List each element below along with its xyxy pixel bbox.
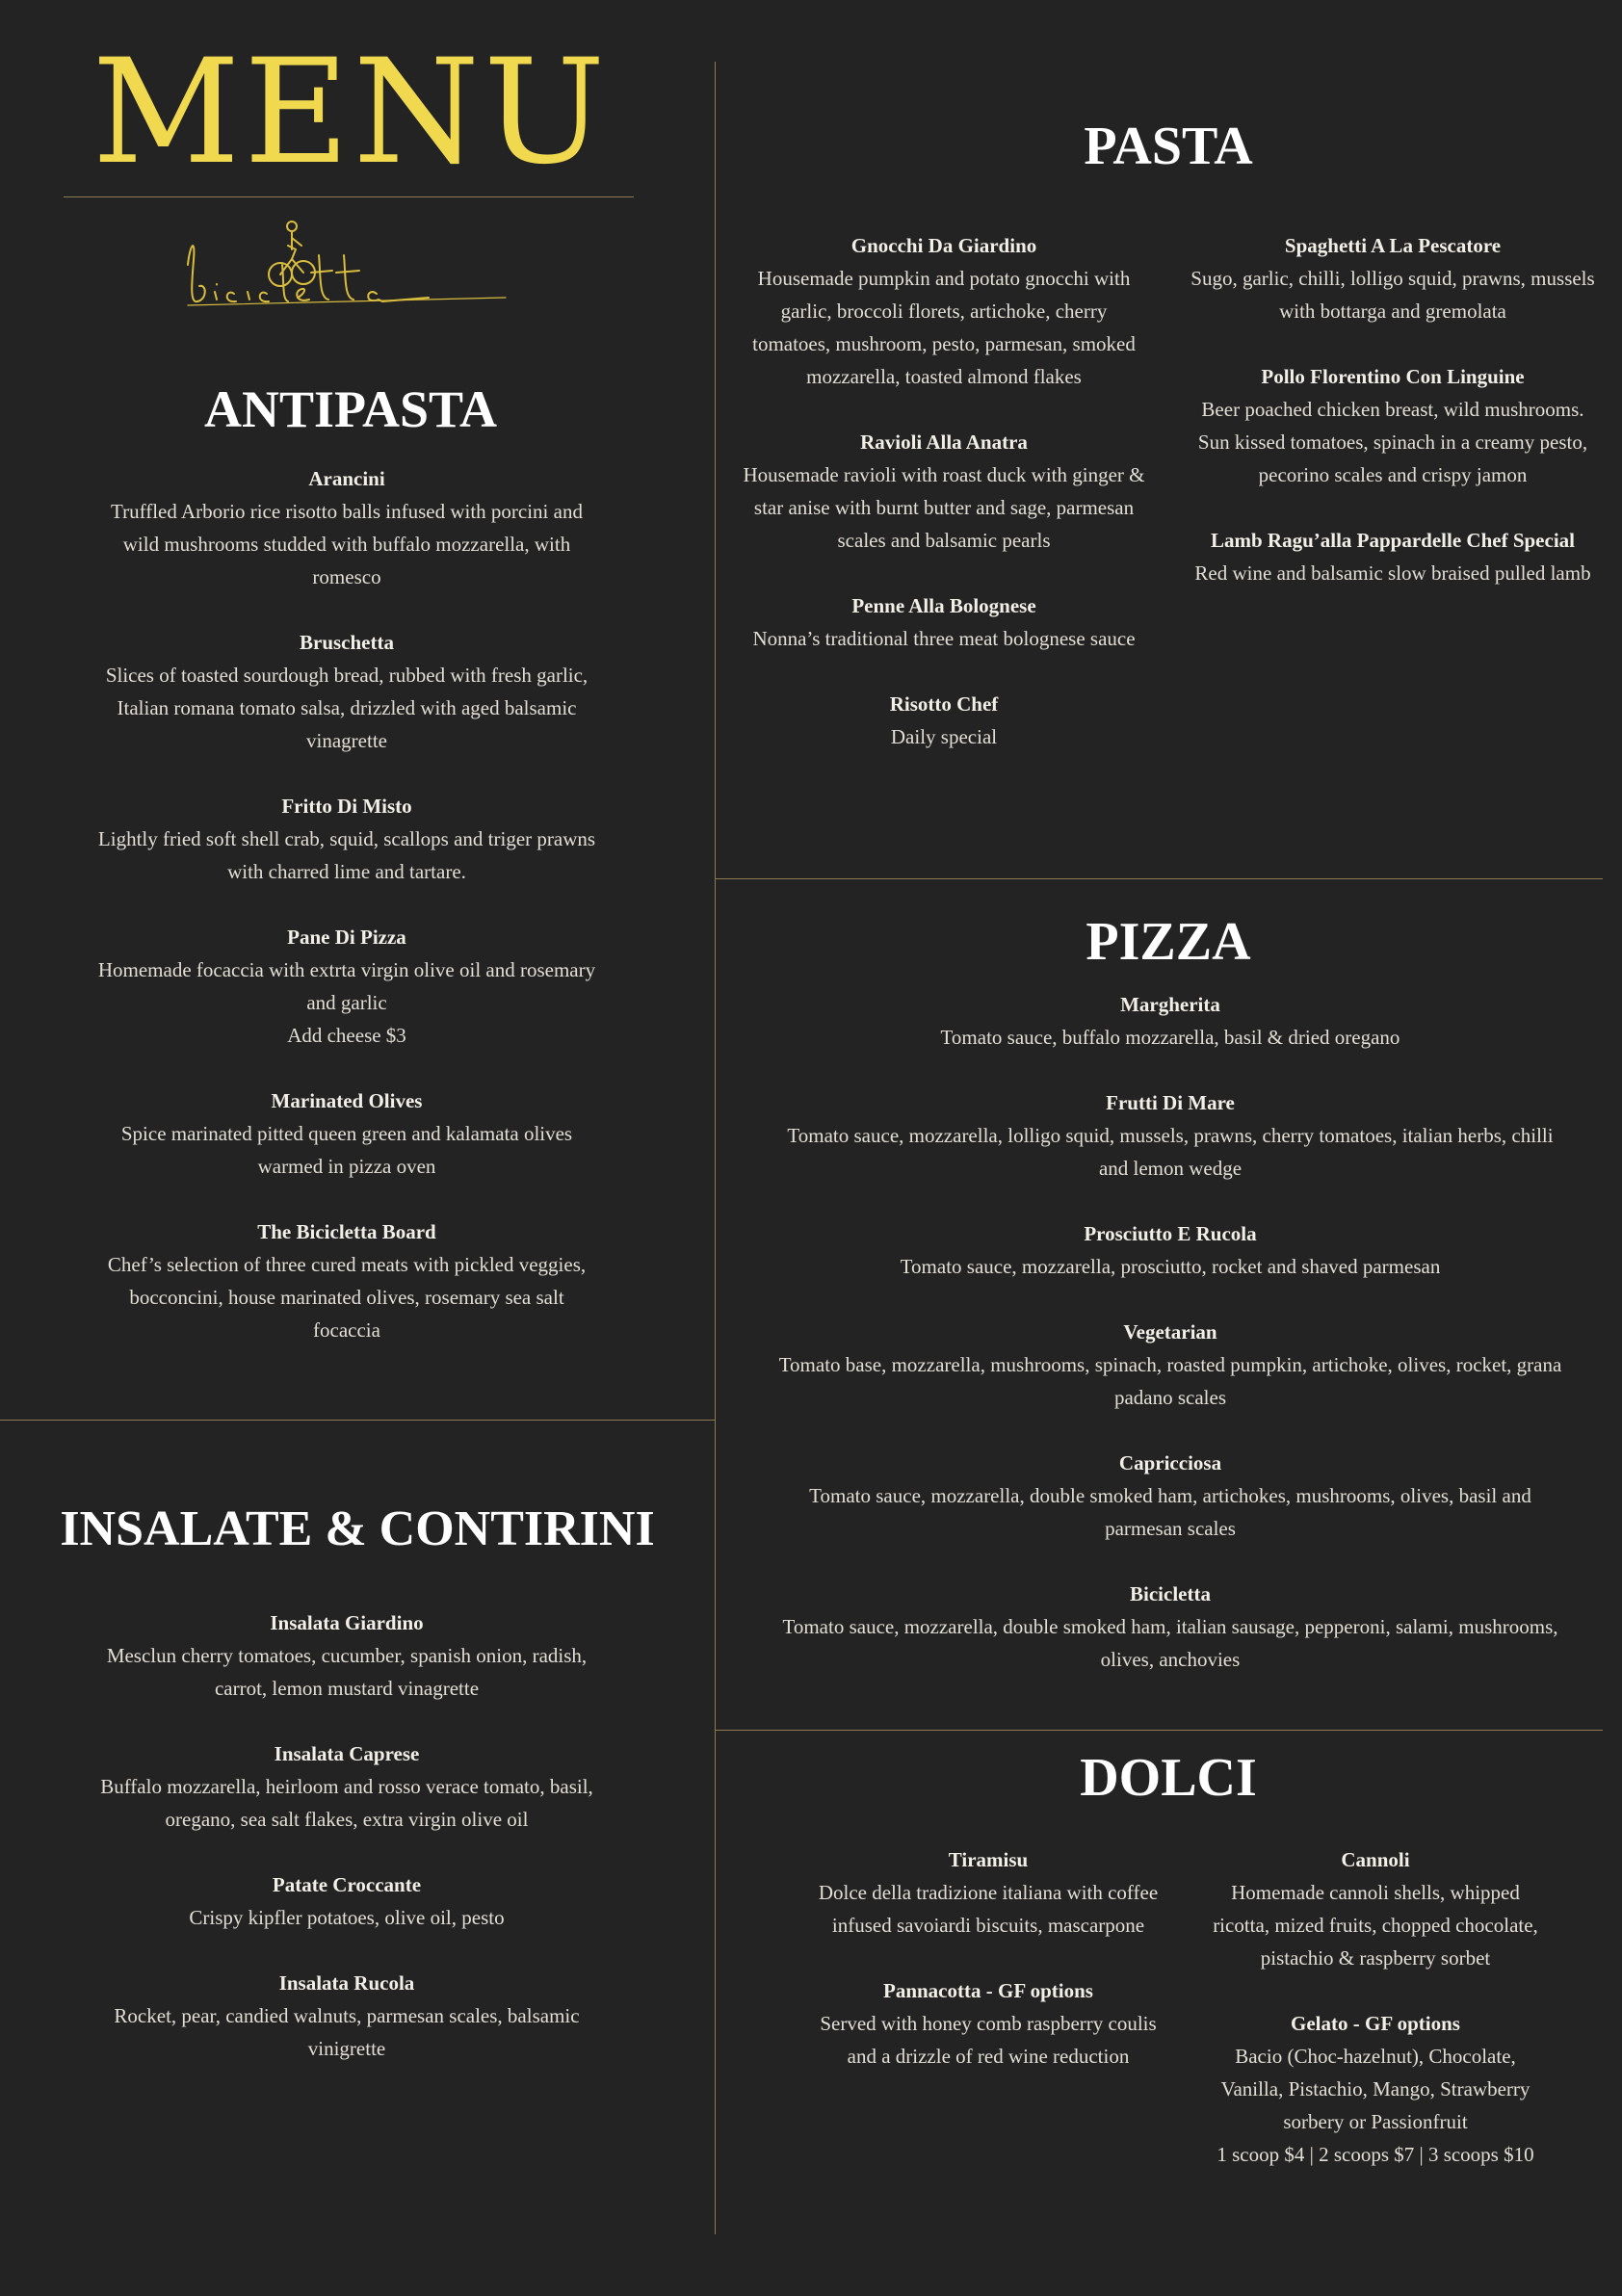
list-item bbox=[771, 1447, 1570, 1545]
item-name: Bicicletta bbox=[1130, 1582, 1211, 1605]
item-name: Ravioli Alla Anatra bbox=[860, 430, 1028, 454]
list-item bbox=[815, 1974, 1162, 2073]
bicicletta-logo bbox=[178, 217, 515, 342]
list-item bbox=[742, 229, 1146, 393]
item-name: Bruschetta bbox=[300, 631, 394, 654]
item-desc: Tomato sauce, buffalo mozzarella, basil & dried oregano bbox=[940, 1026, 1400, 1049]
item-name: Frutti Di Mare bbox=[1106, 1091, 1235, 1114]
item-desc: Daily special bbox=[890, 725, 998, 748]
item-extra: Add cheese $3 bbox=[287, 1024, 406, 1047]
item-name: Pane Di Pizza bbox=[287, 926, 406, 949]
item-desc: Bacio (Choc-hazelnut), Chocolate, Vanilla, Pistachio, Mango, Strawberry sorbery or Passionfruit bbox=[1220, 2045, 1530, 2133]
item-name: Risotto Chef bbox=[889, 692, 999, 716]
item-name: Margherita bbox=[1120, 993, 1220, 1016]
item-name: Cannoli bbox=[1341, 1848, 1410, 1871]
list-item bbox=[96, 626, 597, 757]
item-desc: Rocket, pear, candied walnuts, parmesan scales, balsamic vinigrette bbox=[114, 2004, 580, 2060]
item-name: Lamb Ragu’alla Pappardelle Chef Special bbox=[1210, 529, 1575, 552]
item-desc: Sugo, garlic, chilli, lolligo squid, prawns, mussels with bottarga and gremolata bbox=[1190, 267, 1595, 323]
item-name: Fritto Di Misto bbox=[281, 795, 412, 818]
item-name: Patate Croccante bbox=[272, 1873, 422, 1896]
list-item bbox=[742, 589, 1146, 655]
list-item bbox=[96, 1737, 597, 1836]
item-desc: Slices of toasted sourdough bread, rubbed with fresh garlic, Italian romana tomato salsa, drizzled with aged balsamic vinagrette bbox=[105, 664, 589, 752]
list-item bbox=[815, 1843, 1162, 1942]
item-name: Insalata Giardino bbox=[270, 1611, 424, 1634]
list-item bbox=[771, 1086, 1570, 1185]
item-desc: Beer poached chicken breast, wild mushrooms. Sun kissed tomatoes, spinach in a creamy pesto, pecorino scales and crispy jamon bbox=[1197, 398, 1588, 486]
list-item bbox=[1202, 1843, 1549, 1974]
list-item bbox=[96, 1967, 597, 2065]
antipasta-title: ANTIPASTA bbox=[203, 380, 498, 438]
item-name: Gnocchi Da Giardino bbox=[850, 234, 1037, 257]
item-desc: Tomato sauce, mozzarella, prosciutto, rocket and shaved parmesan bbox=[900, 1255, 1441, 1278]
list-item bbox=[96, 1868, 597, 1934]
item-desc: Chef’s selection of three cured meats with pickled veggies, bocconcini, house marinated olives, rosemary sea salt focaccia bbox=[107, 1253, 587, 1342]
antipasta-divider bbox=[0, 1420, 715, 1421]
item-name: Gelato - GF options bbox=[1291, 2012, 1460, 2035]
pasta-divider bbox=[715, 878, 1603, 879]
menu-title: MENU bbox=[92, 29, 610, 196]
item-name: Arancini bbox=[308, 467, 385, 490]
list-item bbox=[771, 1316, 1570, 1414]
dolci-right-list bbox=[1202, 1843, 1549, 2171]
item-desc: Tomato sauce, mozzarella, double smoked ham, italian sausage, pepperoni, salami, mushrooms, olives, anchovies bbox=[782, 1615, 1558, 1671]
item-desc: Tomato sauce, mozzarella, lolligo squid, mussels, prawns, cherry tomatoes, italian herbs, chilli and lemon wedge bbox=[787, 1124, 1554, 1180]
item-desc: Truffled Arborio rice risotto balls infused with porcini and wild mushrooms studded with buffalo mozzarella, with romesco bbox=[111, 500, 583, 588]
list-item bbox=[96, 462, 597, 593]
item-desc: Dolce della tradizione italiana with coffee infused savoiardi biscuits, mascarpone bbox=[818, 1881, 1159, 1937]
item-name: Insalata Rucola bbox=[278, 1971, 415, 1995]
list-item bbox=[771, 988, 1570, 1054]
insalate-title: INSALATE & CONTIRINI bbox=[60, 1501, 655, 1556]
item-desc: Buffalo mozzarella, heirloom and rosso verace tomato, basil, oregano, sea salt flakes, extra virgin olive oil bbox=[100, 1775, 593, 1831]
item-extra: 1 scoop $4 | 2 scoops $7 | 3 scoops $10 bbox=[1216, 2143, 1534, 2166]
item-desc: Served with honey comb raspberry coulis and a drizzle of red wine reduction bbox=[820, 2012, 1157, 2068]
item-desc: Lightly fried soft shell crab, squid, scallops and triger prawns with charred lime and tartare. bbox=[97, 827, 596, 883]
item-name: The Bicicletta Board bbox=[257, 1220, 436, 1243]
list-item bbox=[771, 1217, 1570, 1283]
item-name: Insalata Caprese bbox=[274, 1742, 420, 1765]
item-desc: Red wine and balsamic slow braised pulled lamb bbox=[1194, 561, 1591, 585]
list-item bbox=[96, 921, 597, 1052]
list-item bbox=[1190, 229, 1595, 327]
item-name: Tiramisu bbox=[948, 1848, 1029, 1871]
item-desc: Tomato sauce, mozzarella, double smoked ham, artichokes, mushrooms, olives, basil and parmesan scales bbox=[809, 1484, 1531, 1540]
list-item bbox=[1190, 524, 1595, 589]
pasta-right-list bbox=[1190, 229, 1595, 589]
item-name: Penne Alla Bolognese bbox=[851, 594, 1036, 617]
title-divider bbox=[64, 196, 634, 197]
dolci-title: DOLCI bbox=[1080, 1748, 1257, 1808]
list-item bbox=[96, 1084, 597, 1183]
item-name: Spaghetti A La Pescatore bbox=[1284, 234, 1502, 257]
column-divider bbox=[715, 62, 716, 2234]
item-desc: Housemade pumpkin and potato gnocchi with garlic, broccoli florets, artichoke, cherry tomatoes, mushroom, pesto, parmesan, smoked mozzarella, toasted almond flakes bbox=[752, 267, 1136, 388]
pasta-left-list bbox=[742, 229, 1146, 753]
list-item bbox=[96, 1215, 597, 1346]
item-desc: Homemade cannoli shells, whipped ricotta, mized fruits, chopped chocolate, pistachio & raspberry sorbet bbox=[1213, 1881, 1538, 1970]
item-name: Pollo Florentino Con Linguine bbox=[1261, 365, 1525, 388]
item-desc: Homemade focaccia with extrta virgin olive oil and rosemary and garlic bbox=[97, 958, 596, 1014]
pizza-list bbox=[771, 988, 1570, 1676]
list-item bbox=[1190, 360, 1595, 491]
pizza-title: PIZZA bbox=[1086, 912, 1251, 972]
item-desc: Housemade ravioli with roast duck with ginger & star anise with burnt butter and sage, parmesan scales and balsamic pearls bbox=[743, 463, 1145, 552]
pizza-divider bbox=[715, 1730, 1603, 1731]
list-item bbox=[96, 790, 597, 888]
list-item bbox=[1202, 2007, 1549, 2171]
item-name: Marinated Olives bbox=[271, 1089, 423, 1112]
item-desc: Crispy kipfler potatoes, olive oil, pesto bbox=[189, 1906, 505, 1929]
item-name: Prosciutto E Rucola bbox=[1084, 1222, 1257, 1245]
item-desc: Mesclun cherry tomatoes, cucumber, spanish onion, radish, carrot, lemon mustard vinagrette bbox=[106, 1644, 588, 1700]
item-desc: Tomato base, mozzarella, mushrooms, spinach, roasted pumpkin, artichoke, olives, rocket, grana padano scales bbox=[778, 1353, 1562, 1409]
insalate-list bbox=[96, 1606, 597, 2065]
antipasta-list bbox=[96, 462, 597, 1346]
list-item bbox=[742, 688, 1146, 753]
item-desc: Spice marinated pitted queen green and kalamata olives warmed in pizza oven bbox=[120, 1122, 573, 1178]
pasta-title: PASTA bbox=[1084, 117, 1253, 176]
item-name: Pannacotta - GF options bbox=[883, 1979, 1093, 2002]
dolci-left-list bbox=[815, 1843, 1162, 2073]
item-desc: Nonna’s traditional three meat bolognese sauce bbox=[752, 627, 1136, 650]
list-item bbox=[96, 1606, 597, 1705]
item-name: Vegetarian bbox=[1123, 1320, 1217, 1344]
list-item bbox=[742, 426, 1146, 557]
item-name: Capricciosa bbox=[1118, 1451, 1222, 1474]
list-item bbox=[771, 1578, 1570, 1676]
